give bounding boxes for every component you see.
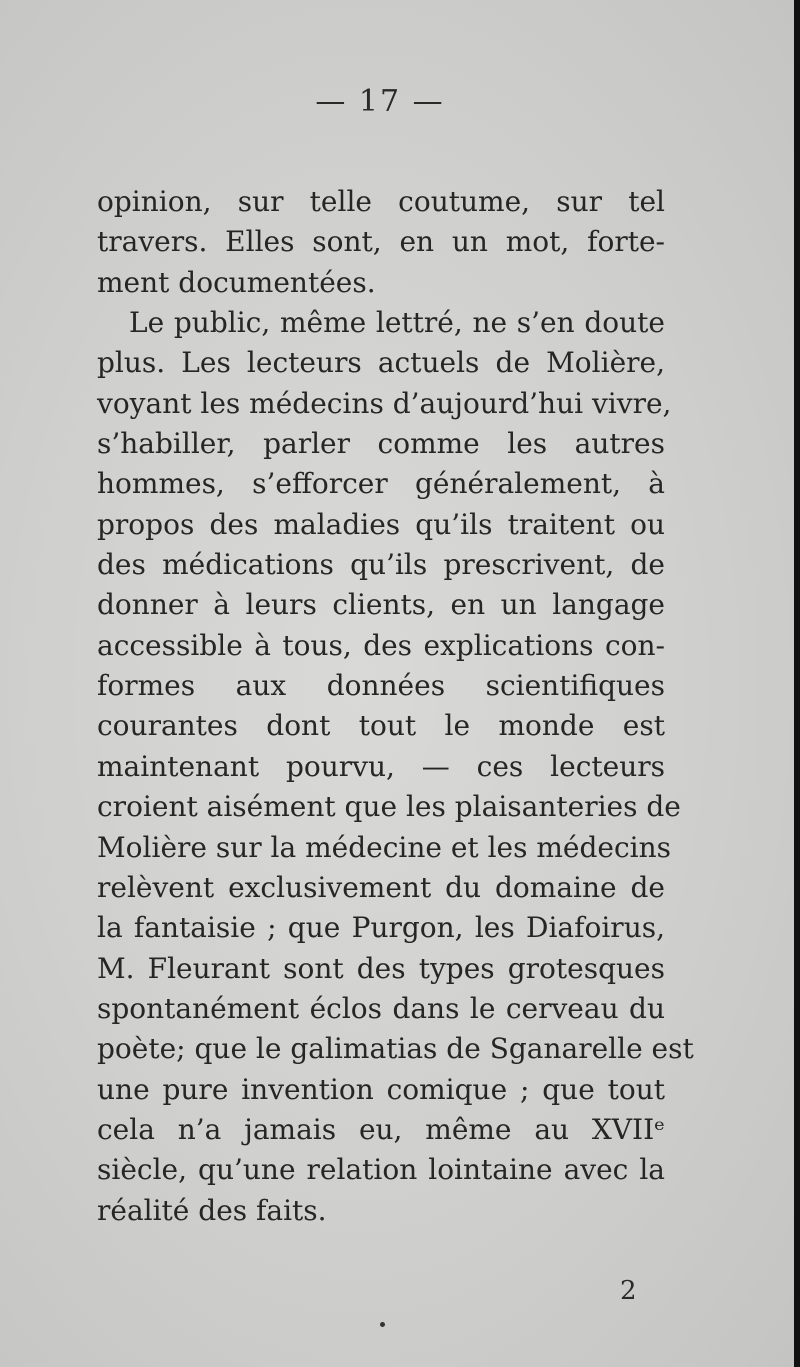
text-line: relèvent exclusivement du domaine de	[97, 870, 665, 904]
text-line: travers. Elles sont, en un mot, forte-	[97, 225, 665, 259]
text-line: donner à leurs clients, en un langage	[97, 588, 665, 622]
text-line: hommes, s’efforcer généralement, à	[97, 467, 665, 501]
text-line: propos des maladies qu’ils traitent ou	[97, 507, 665, 541]
body-text	[97, 182, 694, 1231]
text-line: opinion, sur telle coutume, sur tel	[97, 185, 665, 218]
text-line: M. Fleurant sont des types grotesques	[97, 951, 665, 985]
text-line: formes aux données scientifiques	[97, 669, 665, 703]
text-line: courantes dont tout le monde est	[97, 709, 665, 743]
text-line: cela n’a jamais eu, même au XVIIᵉ	[97, 1112, 665, 1146]
text-line: des médications qu’ils prescrivent, de	[97, 548, 665, 582]
text-line: Le public, même lettré, ne s’en doute	[129, 306, 665, 340]
text-line: plus. Les lecteurs actuels de Molière,	[97, 346, 665, 380]
text-line: siècle, qu’une relation lointaine avec la	[97, 1153, 665, 1187]
text-line: spontanément éclos dans le cerveau du	[97, 991, 665, 1025]
text-line: Molière sur la médecine et les médecins	[97, 830, 672, 864]
text-line: croient aisément que les plaisanteries de	[97, 790, 681, 824]
text-line: poète; que le galimatias de Sganarelle est	[97, 1032, 694, 1066]
page-edge-shadow	[794, 0, 800, 1367]
signature-mark: 2	[620, 1276, 637, 1306]
page-number-header: — 17 —	[315, 84, 445, 119]
text-line: s’habiller, parler comme les autres	[97, 427, 665, 461]
text-line: voyant les médecins d’aujourd’hui vivre,	[97, 386, 672, 420]
text-line: la fantaisie ; que Purgon, les Diafoirus,	[97, 911, 665, 945]
text-line: maintenant pourvu, — ces lecteurs	[97, 749, 665, 783]
text-line: accessible à tous, des explications con-	[97, 628, 665, 662]
text-line: réalité des faits.	[97, 1193, 327, 1227]
text-line: ment documentées.	[97, 265, 376, 299]
ink-speck	[380, 1322, 385, 1327]
text-line: une pure invention comique ; que tout	[97, 1072, 665, 1106]
